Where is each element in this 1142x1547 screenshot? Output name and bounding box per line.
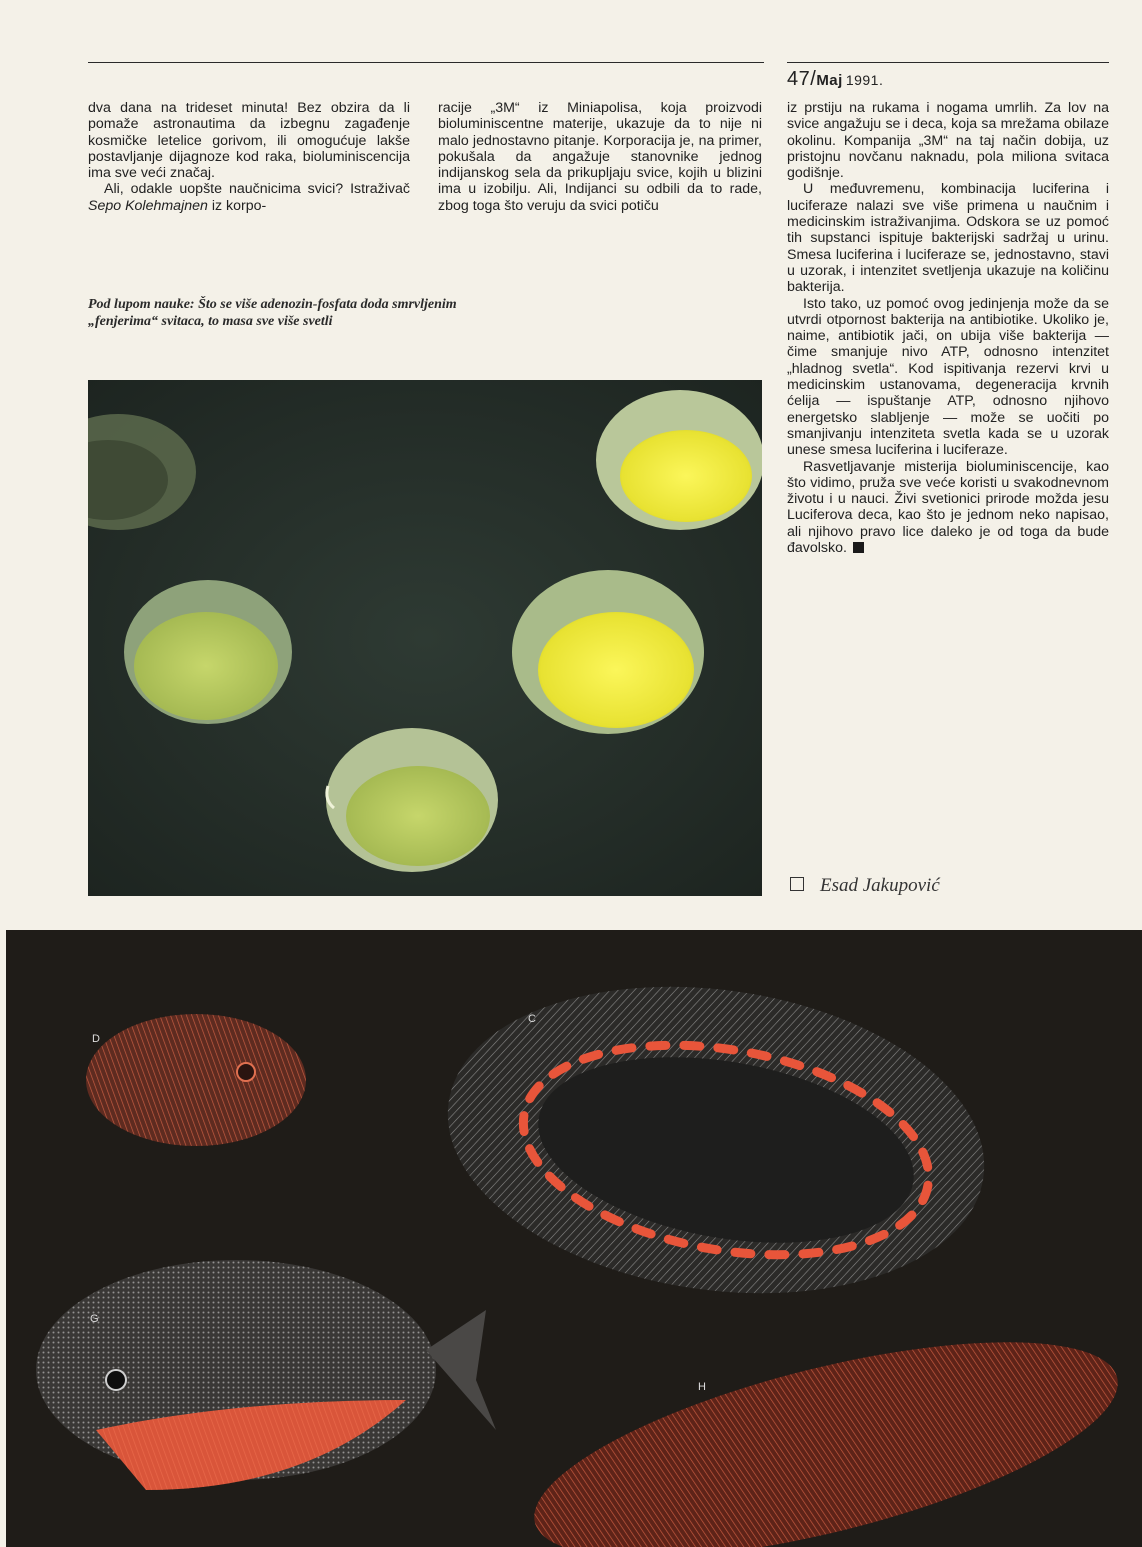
luminescent-wells-photo xyxy=(88,380,762,896)
paragraph: U međuvremenu, kombinacija luciferina i luciferaze nalazi sve više primena u naučnim i medicinskim istraživanjima. Odskora se uz pomoć tih supstanci ispituje bakterijski sadržaj u urinu. Smesa luciferina i luciferaze se, jednostavno, stavi u uzorak, i intenzitet svetljenja ukazuje na količinu bakterija. xyxy=(787,181,1109,296)
end-mark-icon xyxy=(853,542,864,553)
caption-line: „fenjerima“ svitaca, to masa sve više svetli xyxy=(88,314,333,329)
text-column-3 xyxy=(787,100,1109,556)
label-h: H xyxy=(698,1381,706,1393)
top-rule-left xyxy=(88,62,764,63)
text-column-2 xyxy=(438,100,762,214)
text-run: Ali, odakle uopšte naučnicima svici? Istraživač xyxy=(104,181,410,198)
paragraph xyxy=(787,459,1109,557)
organism-d xyxy=(86,1014,306,1146)
page-number-value: 47/ xyxy=(787,68,817,90)
text-run: Rasvetljavanje misterija bioluminiscencije, kao što vidimo, pruža sve veće koristi u svakodnevnom životu i u nauci. Živi svetionici prirode možda jesu Luciferova deca, kao što je jednom neko napisao, ali njihovo pravo lice daleko je od toga da bude đavolsko. xyxy=(787,458,1109,557)
label-d: D xyxy=(92,1033,100,1045)
label-g: G xyxy=(90,1313,99,1325)
square-bullet-icon xyxy=(790,877,804,891)
paragraph: racije „3M“ iz Miniapolisa, koja proizvodi bioluminiscentne materije, ukazuje da to nije ni malo jednostavno pitanje. Korporacija je, na primer, pokušala da angažuje stanovnike jednog indijanskog sela da prikupljaju svice, kojih u blizini ima u izobilju. Ali, Indijanci su odbili da to rade, zbog toga što veruju da svici potiču xyxy=(438,100,762,214)
paragraph: Isto tako, uz pomoć ovog jedinjenja može da se utvrdi otpornost bakterija na antibiotike. Ukoliko je, naime, antibiotik jači, on ubija više bakterija — čime smanjuje nivo ATP, odnosno intenzitet „hladnog svetla“. Kod ispitivanja rezervi krvi u medicinskim ustanovama, degeneracija krvnih ćelija — ispuštanje ATP, odnosno njihovo energetsko slabljenje — može se uočiti po smanjivanju intenziteta svetla kada se u uzorak unese smesa luciferina i luciferaze. xyxy=(787,295,1109,459)
author-name: Esad Jakupović xyxy=(820,875,940,896)
author-credit xyxy=(790,875,940,897)
wells-illustration xyxy=(88,380,762,896)
well-bottom xyxy=(326,728,498,872)
bioluminescent-organisms-photo xyxy=(6,930,1142,1547)
label-c: C xyxy=(528,1013,536,1025)
well-bright-top xyxy=(596,390,762,530)
text-run: iz korpo- xyxy=(211,197,267,214)
paragraph: iz prstiju na rukama i nogama umrlih. Za lov na svice angažuju se i deca, koja sa mrežama obilaze okolinu. Kompanija „3M“ na taj način dobija, uz pristojnu novčanu naknadu, pola miliona svitaca godišnje. xyxy=(787,100,1109,182)
page-number xyxy=(787,68,883,91)
paragraph: dva dana na trideset minuta! Bez obzira da li pomaže astronautima da izbegnu zagađenje kosmičke letelice gorivom, ili omogućuje lakše postavljanje dijagnoze kod raka, bioluminiscencija ima sve veći značaj. xyxy=(88,100,410,182)
photo-caption xyxy=(88,296,688,330)
researcher-name: Sepo Kolehmajnen xyxy=(88,197,208,214)
issue-year: 1991. xyxy=(845,72,884,88)
caption-line: Pod lupom nauke: Što se više adenozin-fosfata doda smrvljenim xyxy=(88,297,457,312)
text-column-1 xyxy=(88,100,410,214)
paragraph xyxy=(88,181,410,214)
organisms-illustration xyxy=(6,930,1142,1547)
issue-month: Maj xyxy=(816,72,843,89)
top-rule-right xyxy=(787,62,1109,63)
well-bright-right xyxy=(512,570,704,734)
well-green-left xyxy=(124,580,292,724)
